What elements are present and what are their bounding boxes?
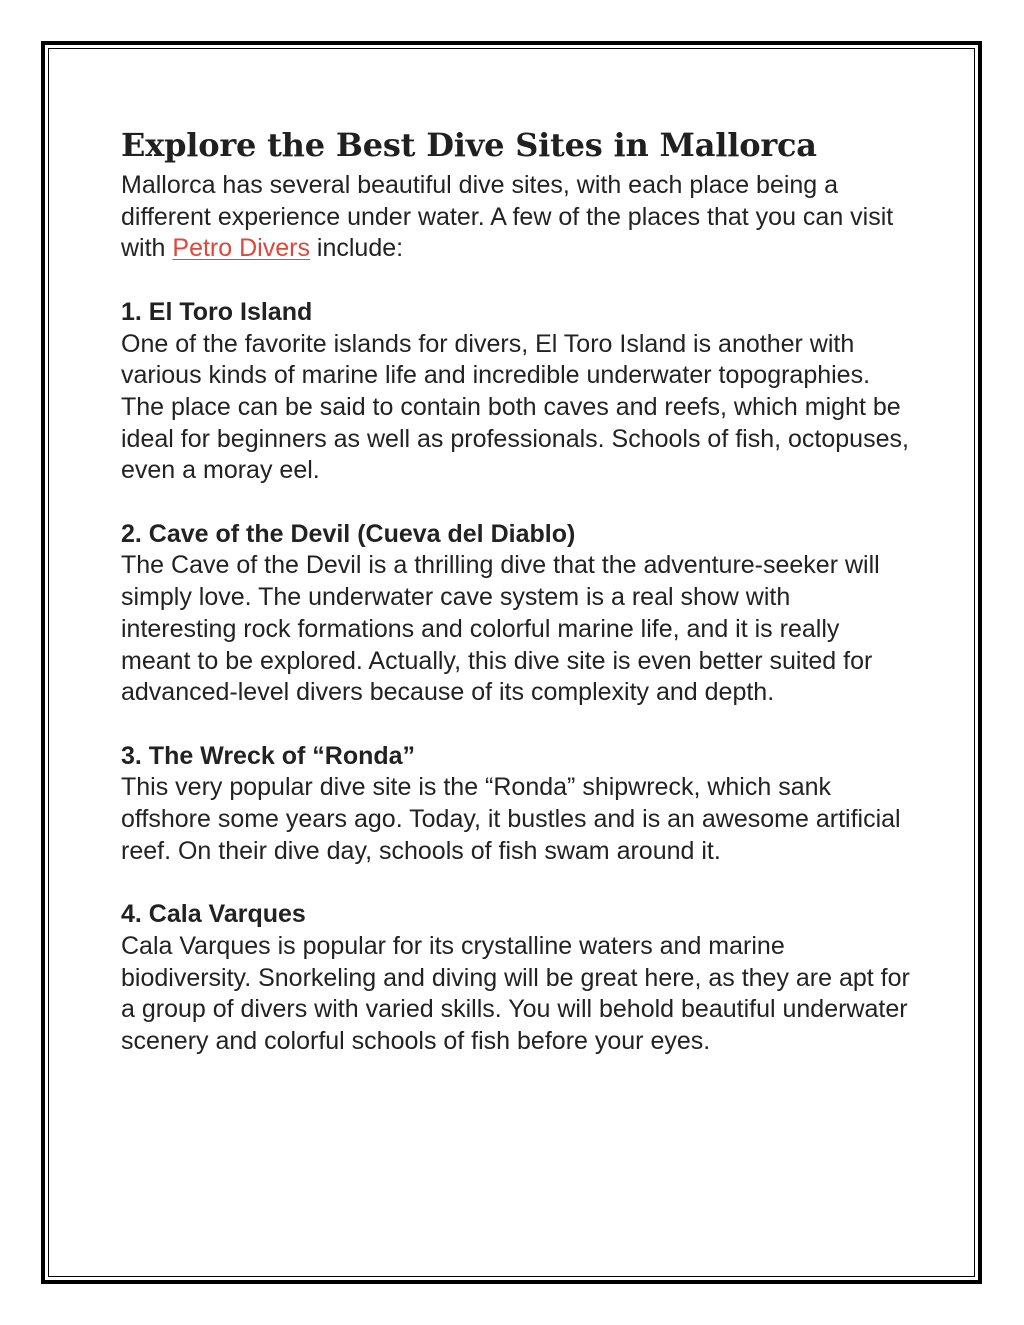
section-cala-varques — [121, 899, 911, 1058]
section-body: This very popular dive site is the “Ronda” shipwreck, which sank offshore some years ago. Today, it bustles and is an awesome artificial reef. On their dive day, schools of fish swam around it. — [121, 773, 901, 865]
section-body: Cala Varques is popular for its crystalline waters and marine biodiversity. Snorkeling and diving will be great here, as they are apt for a group of divers with varied skills. You will behold beautiful underwater scenery and colorful schools of fish before your eyes. — [121, 931, 910, 1055]
document-title: Explore the Best Dive Sites in Mallorca — [121, 126, 817, 164]
section-heading: 3. The Wreck of “Ronda” — [121, 741, 416, 770]
section-heading: 4. Cala Varques — [121, 900, 306, 929]
section-body: The Cave of the Devil is a thrilling dive that the adventure-seeker will simply love. The underwater cave system is a real show with interesting rock formations and colorful marine life, and it is really meant to be explored. Actually, this dive site is even better suited for advanced-level divers because of its complexity and depth. — [121, 551, 880, 707]
section-el-toro-island — [121, 297, 911, 487]
petro-divers-link[interactable]: Petro Divers — [172, 234, 310, 263]
intro-text-end: include: — [309, 234, 404, 263]
section-body: One of the favorite islands for divers, El Toro Island is another with various kinds of marine life and incredible underwater topographies. The place can be said to contain both caves and reefs, which might be ideal for beginners as well as professionals. Schools of fish, octopuses, even a moray eel. — [121, 329, 909, 485]
section-heading: 2. Cave of the Devil (Cueva del Diablo) — [121, 519, 576, 548]
document-content — [121, 120, 911, 1058]
section-wreck-of-ronda — [121, 741, 911, 868]
intro-paragraph — [121, 170, 911, 265]
intro-text: Mallorca has several beautiful dive sites, with each place being a different experience under water. A few of the places that you can visit with — [121, 171, 894, 263]
section-cave-of-the-devil — [121, 519, 911, 709]
section-heading: 1. El Toro Island — [121, 297, 313, 326]
